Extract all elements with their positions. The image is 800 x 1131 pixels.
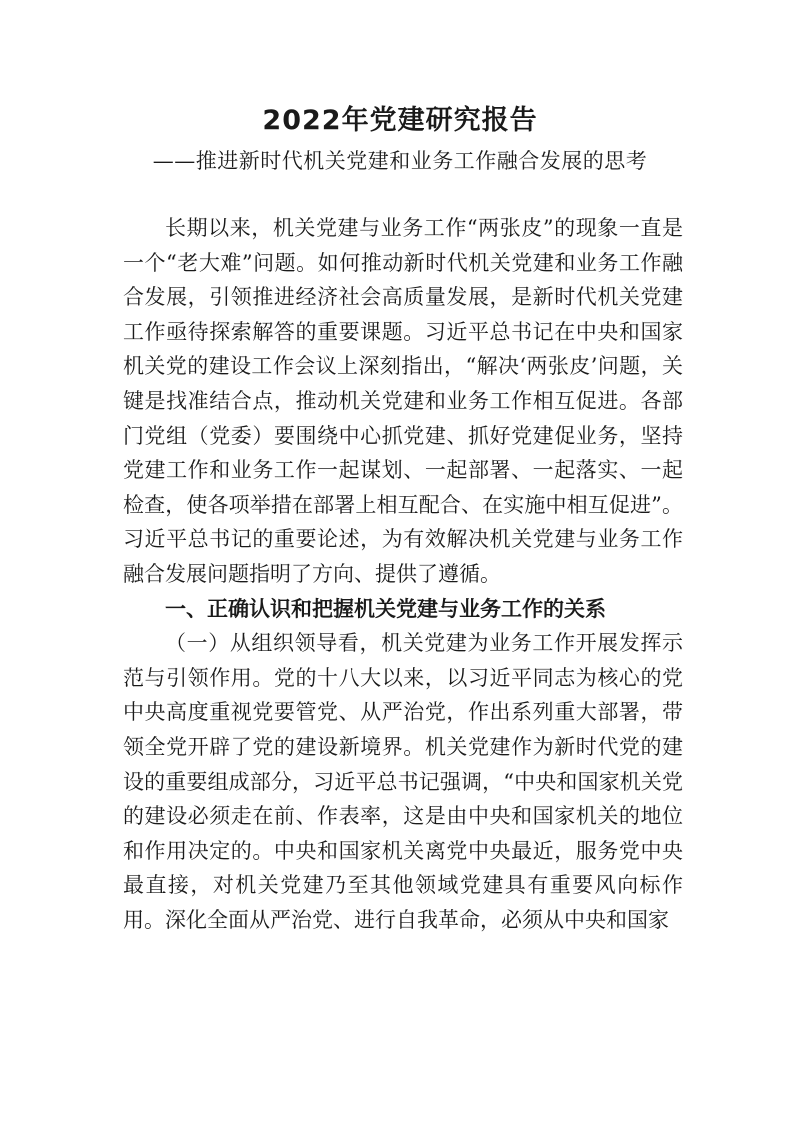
body-paragraph-intro: 长期以来，机关党建与业务工作“两张皮”的现象一直是一个“老大难”问题。如何推动新时代机关党建和业务工作融合发展，引领推进经济社会高质量发展，是新时代机关党建工作亟待探索解答的重要课题。习近平总书记在中央和国家机关党的建设工作会议上深刻指出，“解决‘两张皮’问题，关键是找准结合点，推动机关党建和业务工作相互促进。各部门党组（党委）要围绕中心抓党建、抓好党建促业务，坚持党建工作和业务工作一起谋划、一起部署、一起落实、一起检查，使各项举措在部署上相互配合、在实施中相互促进”。习近平总书记的重要论述，为有效解决机关党建与业务工作融合发展问题指明了方向、提供了遵循。 [123,216,683,586]
section-heading-1: 一、正确认识和把握机关党建与业务工作的关系 [165,596,606,621]
document-subtitle: ——推进新时代机关党建和业务工作融合发展的思考 [152,149,648,173]
document-title: 2022年党建研究报告 [262,105,538,136]
body-paragraph-section-1: （一）从组织领导看，机关党建为业务工作开展发挥示范与引领作用。党的十八大以来，以习近平同志为核心的党中央高度重视党要管党、从严治党，作出系列重大部署，带领全党开辟了党的建设新境界。机关党建作为新时代党的建设的重要组成部分，习近平总书记强调，“中央和国家机关党的建设必须走在前、作表率，这是由中央和国家机关的地位和作用决定的。中央和国家机关离党中央最近，服务党中央最直接，对机关党建乃至其他领域党建具有重要风向标作用。深化全面从严治党、进行自我革命，必须从中央和国家 [123,631,683,932]
document-body [123,211,683,937]
